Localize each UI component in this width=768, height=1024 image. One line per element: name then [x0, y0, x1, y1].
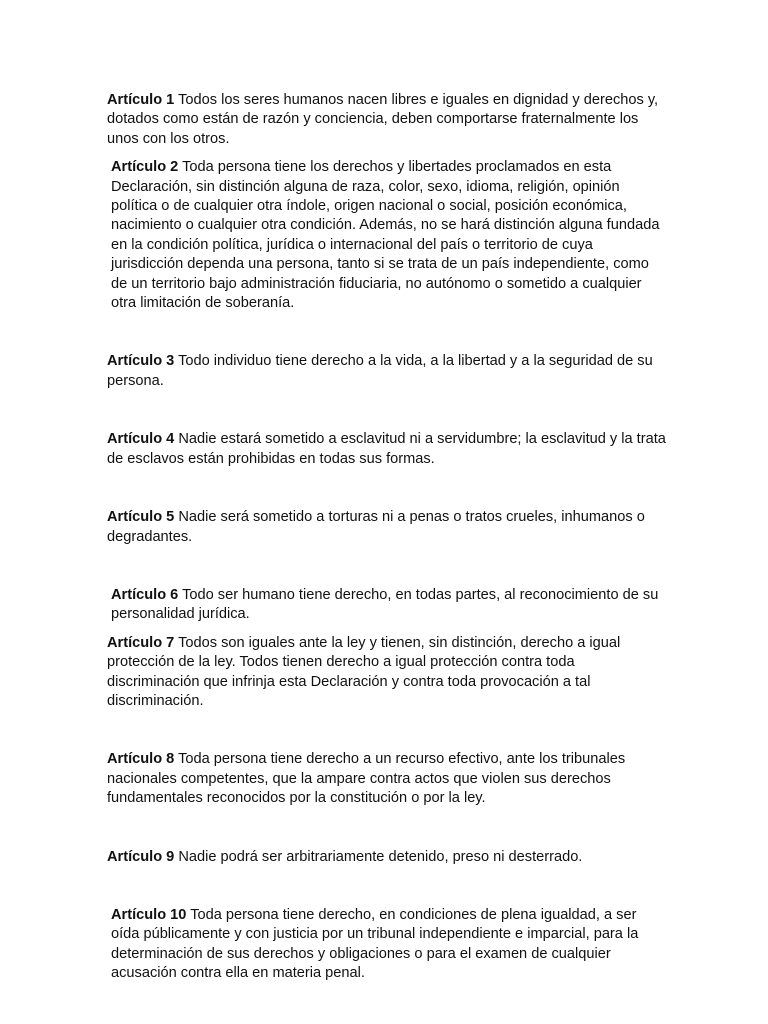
article-8 — [107, 750, 667, 808]
article-heading: Artículo 9 — [107, 848, 175, 865]
article-text: Todo ser humano tiene derecho, en todas partes, al reconocimiento de su personalidad jurídica. — [111, 586, 659, 623]
article-text: Toda persona tiene derecho, en condiciones de plena igualdad, a ser oída públicamente y con justicia por un tribunal independiente e imparcial, para la determinación de sus derechos y obligaciones o para el examen de cualquier acusación contra ella en materia penal. — [111, 906, 639, 982]
article-text: Nadie será sometido a torturas ni a penas o tratos crueles, inhumanos o degradantes. — [107, 509, 645, 545]
article-heading: Artículo 6 — [111, 586, 179, 603]
article-3 — [107, 352, 667, 391]
article-text: Nadie estará sometido a esclavitud ni a servidumbre; la esclavitud y la trata de esclavos están prohibidas en todas sus formas. — [107, 431, 666, 467]
article-text: Todos los seres humanos nacen libres e iguales en dignidad y derechos y, dotados como están de razón y conciencia, deben comportarse fraternalmente los unos con los otros. — [107, 92, 659, 147]
article-heading: Artículo 5 — [107, 509, 175, 526]
article-10 — [107, 906, 667, 984]
article-6 — [107, 586, 667, 625]
article-2 — [107, 158, 667, 313]
article-text: Todo individuo tiene derecho a la vida, a la libertad y a la seguridad de su persona. — [107, 353, 653, 389]
article-9 — [107, 848, 667, 867]
article-heading: Artículo 1 — [107, 92, 175, 108]
article-heading: Artículo 7 — [107, 634, 175, 651]
document-body — [107, 91, 667, 984]
article-heading: Artículo 10 — [111, 906, 187, 923]
article-heading: Artículo 3 — [107, 353, 175, 370]
article-heading: Artículo 4 — [107, 431, 175, 448]
article-heading: Artículo 8 — [107, 751, 175, 768]
article-text: Toda persona tiene derecho a un recurso efectivo, ante los tribunales nacionales competentes, que la ampare contra actos que violen sus derechos fundamentales reconocidos por la constitución o por la ley. — [107, 751, 626, 807]
article-4 — [107, 430, 667, 469]
article-7 — [107, 634, 667, 712]
article-heading: Artículo 2 — [111, 159, 179, 176]
article-text: Toda persona tiene los derechos y libertades proclamados en esta Declaración, sin distinción alguna de raza, color, sexo, idioma, religión, opinión política o de cualquier otra índole, origen nacional o social, posición económica, nacimiento o cualquier otra condición. Además, no se hará distinción alguna fundada en la condición política, jurídica o internacional del país o territorio de cuya jurisdicción dependa una persona, tanto si se trata de un país independiente, como de un territorio bajo administración fiduciaria, no autónomo o sometido a cualquier otra limitación de soberanía. — [111, 159, 660, 312]
article-text: Todos son iguales ante la ley y tienen, sin distinción, derecho a igual protección de la ley. Todos tienen derecho a igual protección contra toda discriminación que infrinja esta Declaración y contra toda provocación a tal discriminación. — [107, 634, 621, 709]
article-text: Nadie podrá ser arbitrariamente detenido, preso ni desterrado. — [174, 848, 583, 865]
article-5 — [107, 508, 667, 547]
article-1 — [107, 91, 667, 149]
